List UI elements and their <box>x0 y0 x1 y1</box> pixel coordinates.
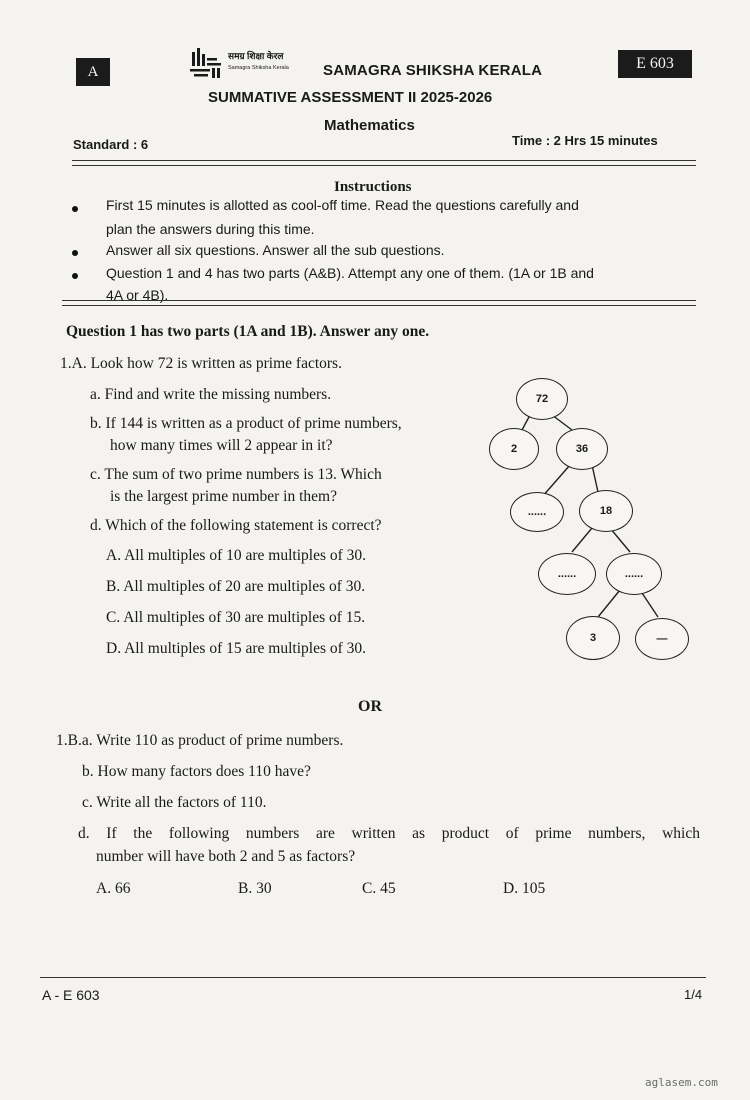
logo-text-top: समग्र शिक्षा केरल <box>228 51 284 61</box>
factor-tree <box>480 372 710 672</box>
instruction-3-line-2: 4A or 4B). <box>106 287 169 303</box>
node-3: 3 <box>566 616 620 660</box>
question-1a-a: a. Find and write the missing numbers. <box>90 386 332 403</box>
option-1a-B: B. All multiples of 20 are multiples of 30. <box>106 578 366 595</box>
instructions-rule-bottom <box>62 305 696 306</box>
question-1-heading: Question 1 has two parts (1A and 1B). Answer any one. <box>66 323 430 340</box>
node-72: 72 <box>516 378 568 420</box>
logo-mark-icon <box>190 46 230 80</box>
footer-page: 1/4 <box>684 987 703 1002</box>
question-1a-c-line-2: is the largest prime number in them? <box>110 488 337 505</box>
bullet-1 <box>72 206 78 212</box>
question-1b-d-line-2: number will have both 2 and 5 as factors? <box>96 848 356 865</box>
node-18: 18 <box>579 490 633 532</box>
logo-text-bottom: Samagra Shiksha Kerala <box>228 65 289 71</box>
option-1a-C: C. All multiples of 30 are multiples of 15. <box>106 609 366 626</box>
bullet-2 <box>72 250 78 256</box>
question-1a-d: d. Which of the following statement is correct? <box>90 517 382 534</box>
instructions-rule-top <box>62 300 696 301</box>
node-blank-4: — <box>635 618 689 660</box>
or-separator: OR <box>358 698 382 715</box>
header-rule-top <box>72 160 696 161</box>
question-1b-a: 1.B.a. Write 110 as product of prime numbers. <box>56 732 344 749</box>
watermark: aglasem.com <box>645 1076 718 1089</box>
question-1b-b: b. How many factors does 110 have? <box>82 763 311 780</box>
bullet-3 <box>72 273 78 279</box>
set-code-badge: A <box>76 58 110 86</box>
footer-rule <box>40 977 706 978</box>
standard-label: Standard : 6 <box>73 137 149 152</box>
node-36: 36 <box>556 428 608 470</box>
org-name: SAMAGRA SHIKSHA KERALA <box>323 62 543 79</box>
footer-code: A - E 603 <box>42 987 100 1003</box>
time-label: Time : 2 Hrs 15 minutes <box>512 133 658 148</box>
option-1a-D: D. All multiples of 15 are multiples of 30. <box>106 640 367 657</box>
subject-title: Mathematics <box>324 117 415 134</box>
question-1a-b-line-1: b. If 144 is written as a product of prime numbers, <box>90 415 402 432</box>
instruction-1-line-2: plan the answers during this time. <box>106 221 315 237</box>
instruction-2: Answer all six questions. Answer all the sub questions. <box>106 242 445 258</box>
option-1b-C: C. 45 <box>362 880 396 897</box>
question-1a-title: 1.A. Look how 72 is written as prime factors. <box>60 355 342 372</box>
instruction-1-line-1: First 15 minutes is allotted as cool-off time. Read the questions carefully and <box>106 197 579 213</box>
question-1b-d-line-1: d. If the following numbers are written as product of prime numbers, which <box>78 825 700 842</box>
node-blank-2: ...... <box>538 553 596 595</box>
node-blank-3: ...... <box>606 553 662 595</box>
node-blank-1: ...... <box>510 492 564 532</box>
instruction-3-line-1: Question 1 and 4 has two parts (A&B). Attempt any one of them. (1A or 1B and <box>106 265 594 281</box>
node-2: 2 <box>489 428 539 470</box>
paper-code-badge: E 603 <box>618 50 692 78</box>
question-1a-b-line-2: how many times will 2 appear in it? <box>110 437 333 454</box>
option-1b-B: B. 30 <box>238 880 272 897</box>
option-1a-A: A. All multiples of 10 are multiples of 30. <box>106 547 367 564</box>
option-1b-D: D. 105 <box>503 880 546 897</box>
question-1a-c-line-1: c. The sum of two prime numbers is 13. Which <box>90 466 382 483</box>
header-rule-bottom <box>72 165 696 166</box>
instructions-title: Instructions <box>334 179 412 195</box>
samagra-logo <box>190 46 320 80</box>
option-1b-A: A. 66 <box>96 880 131 897</box>
question-1b-c: c. Write all the factors of 110. <box>82 794 267 811</box>
exam-title: SUMMATIVE ASSESSMENT II 2025-2026 <box>208 89 493 106</box>
